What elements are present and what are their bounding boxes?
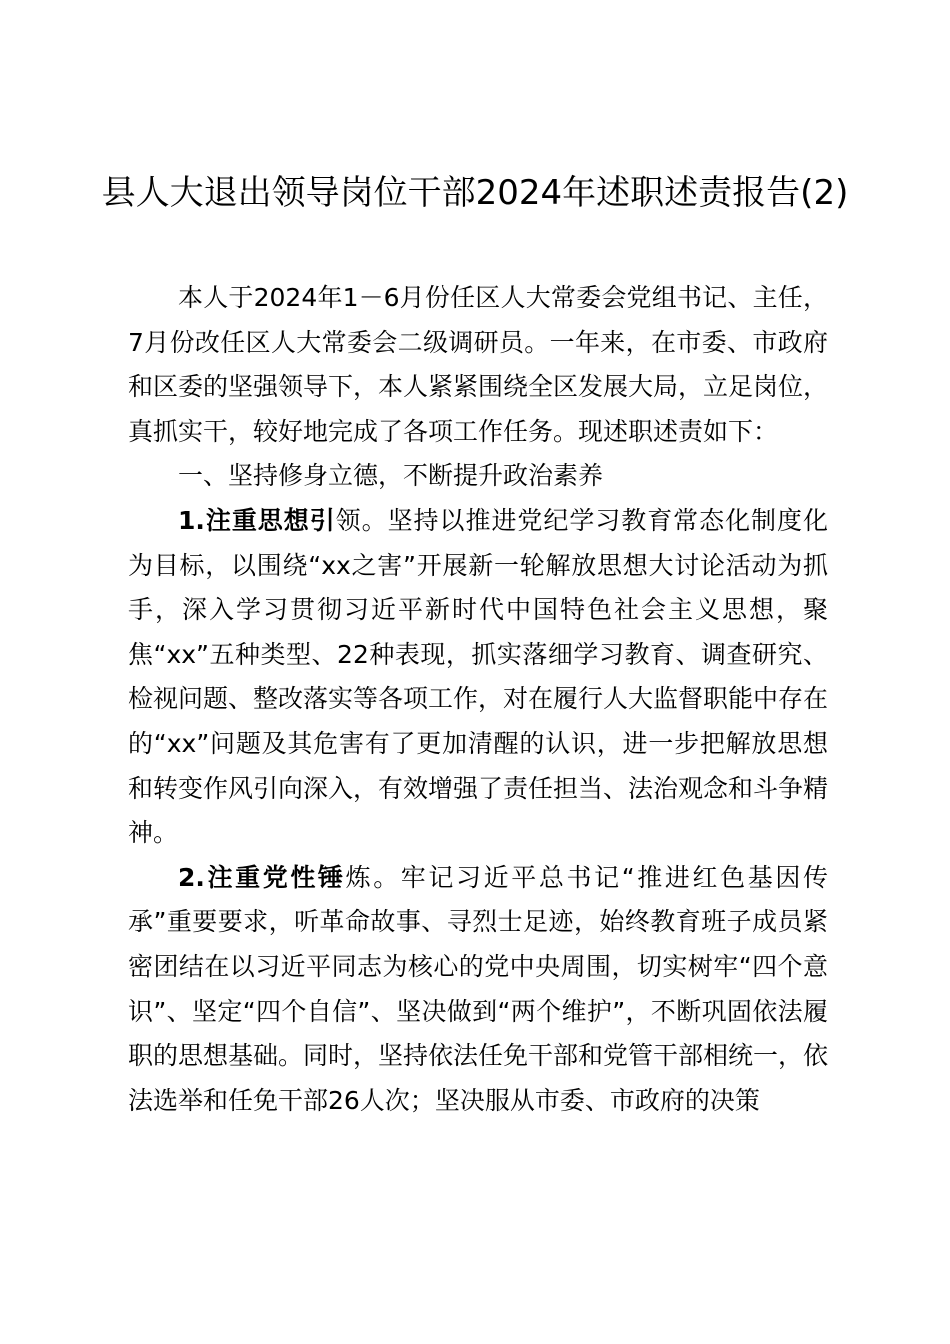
paragraph-text: 炼。牢记习近平总书记“推进红色基因传承”重要要求，听革命故事、寻烈士足迹，始终教育班子成员紧密团结在以习近平同志为核心的党中央周围，切实树牢“四个意识”、坚定“四个自信”、坚决做到“两个维护”，不断巩固依法履职的思想基础。同时，坚持依法任免干部和党管干部相统一，依法选举和任免干部26人次；坚决服从市委、市政府的决策 bbox=[128, 862, 829, 1115]
section-heading bbox=[128, 454, 828, 499]
paragraph-text: 领。坚持以推进党纪学习教育常态化制度化为目标，以围绕“xx之害”开展新一轮解放思想大讨论活动为抓手，深入学习贯彻习近平新时代中国特色社会主义思想，聚焦“xx”五种类型、22种表现，抓实落细学习教育、调查研究、检视问题、整改落实等各项工作，对在履行人大监督职能中存在的“xx”问题及其危害有了更加清醒的认识，进一步把解放思想和转变作风引向深入，有效增强了责任担当、法治观念和斗争精神。 bbox=[128, 505, 829, 848]
paragraph-text: 本人于2024年1－6月份任区人大常委会党组书记、主任，7月份改任区人大常委会二级调研员。一年来，在市委、市政府和区委的坚强领导下，本人紧紧围绕全区发展大局，立足岗位，真抓实干，较好地完成了各项工作任务。现述职述责如下： bbox=[128, 283, 829, 446]
document-title: 县人大退出领导岗位干部2024年述职述责报告(2) bbox=[101, 173, 849, 213]
intro-paragraph bbox=[128, 276, 828, 454]
section-heading-text: 一、坚持修身立德，不断提升政治素养 bbox=[178, 461, 604, 491]
paragraph-lead: 2.注重党性锤 bbox=[178, 862, 346, 892]
paragraph-lead: 1.注重思想引 bbox=[178, 505, 336, 535]
body-paragraph bbox=[128, 499, 828, 856]
document-body bbox=[128, 276, 828, 1123]
body-paragraph bbox=[128, 856, 828, 1124]
